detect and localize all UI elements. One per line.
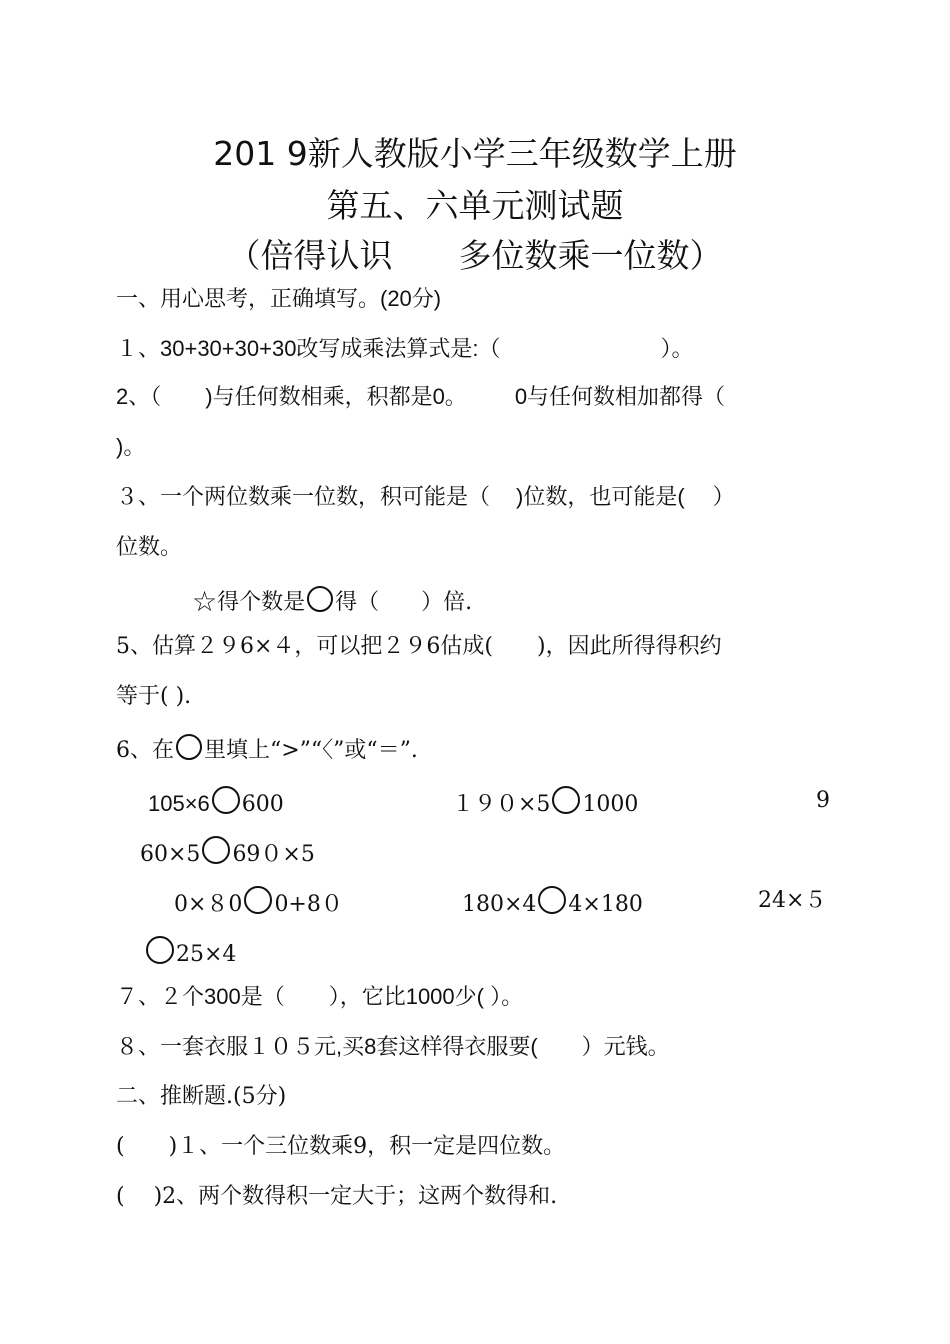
question-4-part1: 得个数是 [217, 590, 306, 615]
question-1 [116, 334, 694, 364]
question-1-end: ）。 [660, 336, 694, 361]
question-6-heading [116, 734, 418, 766]
question-6-heading-a: 6、在 [116, 738, 174, 763]
compare-1a: 105×6 600 [148, 786, 284, 820]
judge-question-2: ( )2、两个数得积一定大于；这两个数得和. [116, 1184, 558, 1209]
title-line-2: 第五、六单元测试题 [326, 186, 624, 225]
compare-circle-icon[interactable] [146, 936, 174, 964]
question-1-text: １、30+30+30+30改写成乘法算式是:（ [116, 336, 501, 361]
question-6-heading-b: 里填上“>”“〈”或“＝”. [204, 738, 418, 763]
compare-circle-icon[interactable] [552, 786, 580, 814]
circle-icon [307, 586, 333, 612]
compare-3b: 180×4 4×180 [462, 886, 643, 920]
question-2-part3: 0与任何数相加都得（ [514, 384, 726, 409]
compare-2: 60×5 69０×5 [140, 836, 315, 870]
title-line-3: （倍得认识 多位数乘一位数） [227, 236, 723, 275]
question-3-part3: ） [712, 484, 735, 509]
question-2 [116, 382, 725, 412]
compare-circle-icon[interactable] [212, 786, 240, 814]
circle-icon [176, 734, 202, 760]
section1-heading: 一、用心思考，正确填写。(20分) [116, 286, 442, 311]
question-7: ７、２个300是（ ），它比1000少( ）。 [116, 984, 524, 1009]
question-2-part1: 2、（ [116, 384, 162, 409]
question-8: ８、一套衣服１０５元,买8套这样得衣服要( ）元钱。 [116, 1034, 670, 1059]
question-3-line2: 位数。 [116, 534, 183, 559]
question-3-part1: ３、一个两位数乘一位数，积可能是（ [116, 484, 491, 509]
question-4-part3: ）倍. [421, 590, 473, 615]
compare-circle-icon[interactable] [202, 836, 230, 864]
question-3 [116, 482, 735, 512]
question-2-line2: )。 [116, 434, 146, 459]
compare-4: 25×4 [144, 936, 236, 970]
question-3-part2: )位数，也可能是( [516, 484, 685, 509]
question-4-part2: 得（ [335, 590, 380, 615]
question-4 [192, 586, 472, 618]
question-5-line2: 等于( ). [116, 684, 192, 709]
section2-heading: 二、推断题.(5分) [116, 1084, 287, 1109]
question-5-line1: 5、估算２９6×４，可以把２９6估成( )，因此所得得积约 [116, 634, 722, 659]
compare-3c: 24×５ [758, 888, 827, 913]
compare-circle-icon[interactable] [538, 886, 566, 914]
question-2-part2: )与任何数相乘，积都是0。 [205, 384, 467, 409]
compare-3a: 0×８0 0+8０ [174, 886, 343, 920]
compare-1b: １９０×5 1000 [452, 786, 638, 820]
title-line-1: 201 9新人教版小学三年级数学上册 [213, 134, 737, 173]
judge-question-1: ( )１、一个三位数乘9，积一定是四位数。 [116, 1134, 566, 1159]
star-icon: ☆ [192, 585, 218, 618]
compare-1c: 9 [816, 788, 830, 813]
compare-circle-icon[interactable] [244, 886, 272, 914]
